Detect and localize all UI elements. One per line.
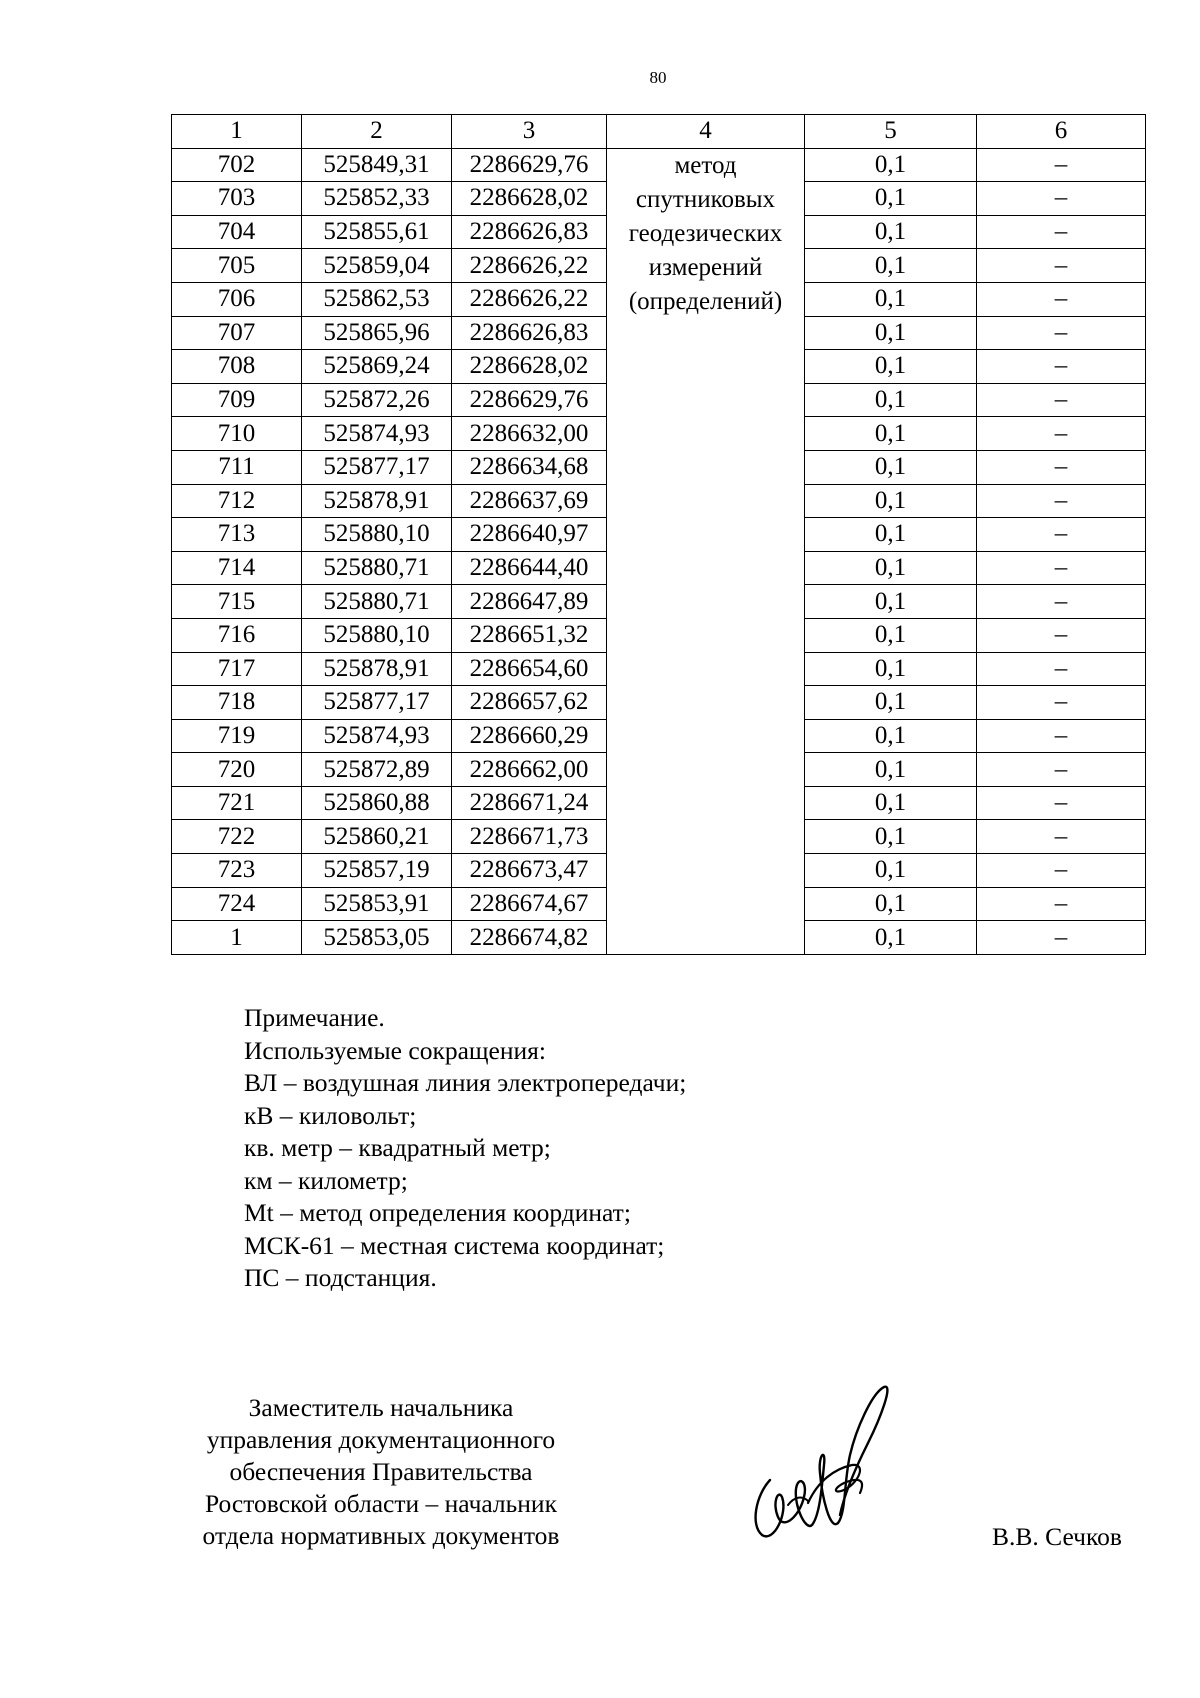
- method-line: измерений: [648, 253, 763, 281]
- y-coordinate-cell: 2286626,83: [452, 215, 607, 249]
- y-coordinate-cell: 2286651,32: [452, 618, 607, 652]
- y-coordinate-cell: 2286632,00: [452, 417, 607, 451]
- x-coordinate-cell: 525849,31: [302, 148, 452, 182]
- accuracy-cell: 0,1: [805, 450, 977, 484]
- y-coordinate-cell: 2286662,00: [452, 753, 607, 787]
- point-number-cell: 707: [172, 316, 302, 350]
- y-coordinate-cell: 2286629,76: [452, 148, 607, 182]
- handwritten-signature: [748, 1385, 908, 1545]
- y-coordinate-cell: 2286637,69: [452, 484, 607, 518]
- description-cell: –: [977, 350, 1146, 384]
- accuracy-cell: 0,1: [805, 316, 977, 350]
- accuracy-cell: 0,1: [805, 753, 977, 787]
- note-subtitle: Используемые сокращения:: [244, 1035, 546, 1065]
- point-number-cell: 711: [172, 450, 302, 484]
- x-coordinate-cell: 525859,04: [302, 249, 452, 283]
- point-number-cell: 715: [172, 585, 302, 619]
- y-coordinate-cell: 2286644,40: [452, 551, 607, 585]
- accuracy-cell: 0,1: [805, 551, 977, 585]
- x-coordinate-cell: 525880,10: [302, 618, 452, 652]
- accuracy-cell: 0,1: [805, 249, 977, 283]
- description-cell: –: [977, 383, 1146, 417]
- note-item: км – километр;: [244, 1165, 408, 1195]
- y-coordinate-cell: 2286629,76: [452, 383, 607, 417]
- method-line: метод: [674, 151, 737, 179]
- header-cell: 5: [805, 115, 977, 149]
- accuracy-cell: 0,1: [805, 215, 977, 249]
- position-line: Заместитель начальника: [248, 1393, 514, 1422]
- description-cell: –: [977, 215, 1146, 249]
- description-cell: –: [977, 719, 1146, 753]
- note-item: кв. метр – квадратный метр;: [244, 1133, 551, 1162]
- point-number-cell: 718: [172, 686, 302, 720]
- note-item: кВ – киловольт;: [244, 1100, 417, 1130]
- point-number-cell: 714: [172, 551, 302, 585]
- description-cell: –: [977, 148, 1146, 182]
- y-coordinate-cell: 2286654,60: [452, 652, 607, 686]
- description-cell: –: [977, 854, 1146, 888]
- description-cell: –: [977, 182, 1146, 216]
- note-title: Примечание.: [244, 1003, 385, 1032]
- y-coordinate-cell: 2286674,67: [452, 887, 607, 921]
- x-coordinate-cell: 525865,96: [302, 316, 452, 350]
- note-item: МСК-61 – местная система координат;: [244, 1230, 665, 1260]
- x-coordinate-cell: 525880,71: [302, 585, 452, 619]
- point-number-cell: 720: [172, 753, 302, 787]
- description-cell: –: [977, 316, 1146, 350]
- point-number-cell: 721: [172, 786, 302, 820]
- accuracy-cell: 0,1: [805, 282, 977, 316]
- description-cell: –: [977, 786, 1146, 820]
- x-coordinate-cell: 525869,24: [302, 350, 452, 384]
- y-coordinate-cell: 2286657,62: [452, 686, 607, 720]
- x-coordinate-cell: 525860,21: [302, 820, 452, 854]
- accuracy-cell: 0,1: [805, 686, 977, 720]
- accuracy-cell: 0,1: [805, 148, 977, 182]
- accuracy-cell: 0,1: [805, 719, 977, 753]
- method-line: спутниковых: [635, 185, 776, 213]
- accuracy-cell: 0,1: [805, 887, 977, 921]
- y-coordinate-cell: 2286660,29: [452, 719, 607, 753]
- x-coordinate-cell: 525878,91: [302, 484, 452, 518]
- point-number-cell: 703: [172, 182, 302, 216]
- y-coordinate-cell: 2286673,47: [452, 854, 607, 888]
- x-coordinate-cell: 525853,91: [302, 887, 452, 921]
- note-item: ПС – подстанция.: [244, 1263, 437, 1292]
- signer-name: В.В. Сечков: [992, 1522, 1122, 1551]
- point-number-cell: 716: [172, 618, 302, 652]
- point-number-cell: 710: [172, 417, 302, 451]
- point-number-cell: 709: [172, 383, 302, 417]
- x-coordinate-cell: 525880,71: [302, 551, 452, 585]
- table-row: [172, 148, 1146, 182]
- header-cell: 1: [172, 115, 302, 149]
- point-number-cell: 705: [172, 249, 302, 283]
- y-coordinate-cell: 2286626,22: [452, 282, 607, 316]
- point-number-cell: 712: [172, 484, 302, 518]
- note-item: Mt – метод определения координат;: [244, 1198, 631, 1227]
- description-cell: –: [977, 618, 1146, 652]
- point-number-cell: 706: [172, 282, 302, 316]
- accuracy-cell: 0,1: [805, 652, 977, 686]
- note-item: ВЛ – воздушная линия электропередачи;: [244, 1068, 687, 1097]
- accuracy-cell: 0,1: [805, 618, 977, 652]
- y-coordinate-cell: 2286674,82: [452, 921, 607, 955]
- y-coordinate-cell: 2286628,02: [452, 350, 607, 384]
- accuracy-cell: 0,1: [805, 921, 977, 955]
- method-cell: [607, 148, 805, 954]
- y-coordinate-cell: 2286634,68: [452, 450, 607, 484]
- accuracy-cell: 0,1: [805, 182, 977, 216]
- y-coordinate-cell: 2286628,02: [452, 182, 607, 216]
- x-coordinate-cell: 525857,19: [302, 854, 452, 888]
- x-coordinate-cell: 525877,17: [302, 450, 452, 484]
- description-cell: –: [977, 551, 1146, 585]
- point-number-cell: 704: [172, 215, 302, 249]
- accuracy-cell: 0,1: [805, 484, 977, 518]
- x-coordinate-cell: 525874,93: [302, 417, 452, 451]
- header-cell: 3: [452, 115, 607, 149]
- coordinates-table: [171, 114, 1146, 955]
- method-line: (определений): [628, 287, 783, 315]
- accuracy-cell: 0,1: [805, 350, 977, 384]
- y-coordinate-cell: 2286647,89: [452, 585, 607, 619]
- accuracy-cell: 0,1: [805, 417, 977, 451]
- description-cell: –: [977, 753, 1146, 787]
- point-number-cell: 713: [172, 518, 302, 552]
- header-cell: 2: [302, 115, 452, 149]
- x-coordinate-cell: 525874,93: [302, 719, 452, 753]
- point-number-cell: 719: [172, 719, 302, 753]
- table-body: [172, 148, 1146, 954]
- x-coordinate-cell: 525877,17: [302, 686, 452, 720]
- accuracy-cell: 0,1: [805, 820, 977, 854]
- y-coordinate-cell: 2286671,24: [452, 786, 607, 820]
- point-number-cell: 708: [172, 350, 302, 384]
- accuracy-cell: 0,1: [805, 786, 977, 820]
- note-section: [244, 1002, 686, 1295]
- y-coordinate-cell: 2286640,97: [452, 518, 607, 552]
- position-line: отдела нормативных документов: [202, 1521, 560, 1550]
- table-header-row: [172, 115, 1146, 149]
- point-number-cell: 723: [172, 854, 302, 888]
- position-line: управления документационного: [206, 1425, 556, 1454]
- signer-position: [176, 1392, 586, 1552]
- method-line: геодезических: [628, 219, 783, 247]
- x-coordinate-cell: 525872,26: [302, 383, 452, 417]
- x-coordinate-cell: 525853,05: [302, 921, 452, 955]
- x-coordinate-cell: 525860,88: [302, 786, 452, 820]
- point-number-cell: 717: [172, 652, 302, 686]
- accuracy-cell: 0,1: [805, 518, 977, 552]
- description-cell: –: [977, 652, 1146, 686]
- y-coordinate-cell: 2286671,73: [452, 820, 607, 854]
- description-cell: –: [977, 887, 1146, 921]
- x-coordinate-cell: 525878,91: [302, 652, 452, 686]
- description-cell: –: [977, 249, 1146, 283]
- accuracy-cell: 0,1: [805, 854, 977, 888]
- description-cell: –: [977, 484, 1146, 518]
- point-number-cell: 702: [172, 148, 302, 182]
- description-cell: –: [977, 585, 1146, 619]
- accuracy-cell: 0,1: [805, 585, 977, 619]
- description-cell: –: [977, 921, 1146, 955]
- description-cell: –: [977, 282, 1146, 316]
- x-coordinate-cell: 525852,33: [302, 182, 452, 216]
- description-cell: –: [977, 686, 1146, 720]
- point-number-cell: 1: [172, 921, 302, 955]
- point-number-cell: 722: [172, 820, 302, 854]
- header-cell: 4: [607, 115, 805, 149]
- x-coordinate-cell: 525862,53: [302, 282, 452, 316]
- header-cell: 6: [977, 115, 1146, 149]
- x-coordinate-cell: 525880,10: [302, 518, 452, 552]
- description-cell: –: [977, 417, 1146, 451]
- page-number: 80: [649, 68, 667, 87]
- y-coordinate-cell: 2286626,83: [452, 316, 607, 350]
- accuracy-cell: 0,1: [805, 383, 977, 417]
- x-coordinate-cell: 525872,89: [302, 753, 452, 787]
- position-line: обеспечения Правительства: [229, 1457, 533, 1486]
- point-number-cell: 724: [172, 887, 302, 921]
- description-cell: –: [977, 820, 1146, 854]
- position-line: Ростовской области – начальник: [205, 1489, 557, 1518]
- description-cell: –: [977, 518, 1146, 552]
- x-coordinate-cell: 525855,61: [302, 215, 452, 249]
- description-cell: –: [977, 450, 1146, 484]
- y-coordinate-cell: 2286626,22: [452, 249, 607, 283]
